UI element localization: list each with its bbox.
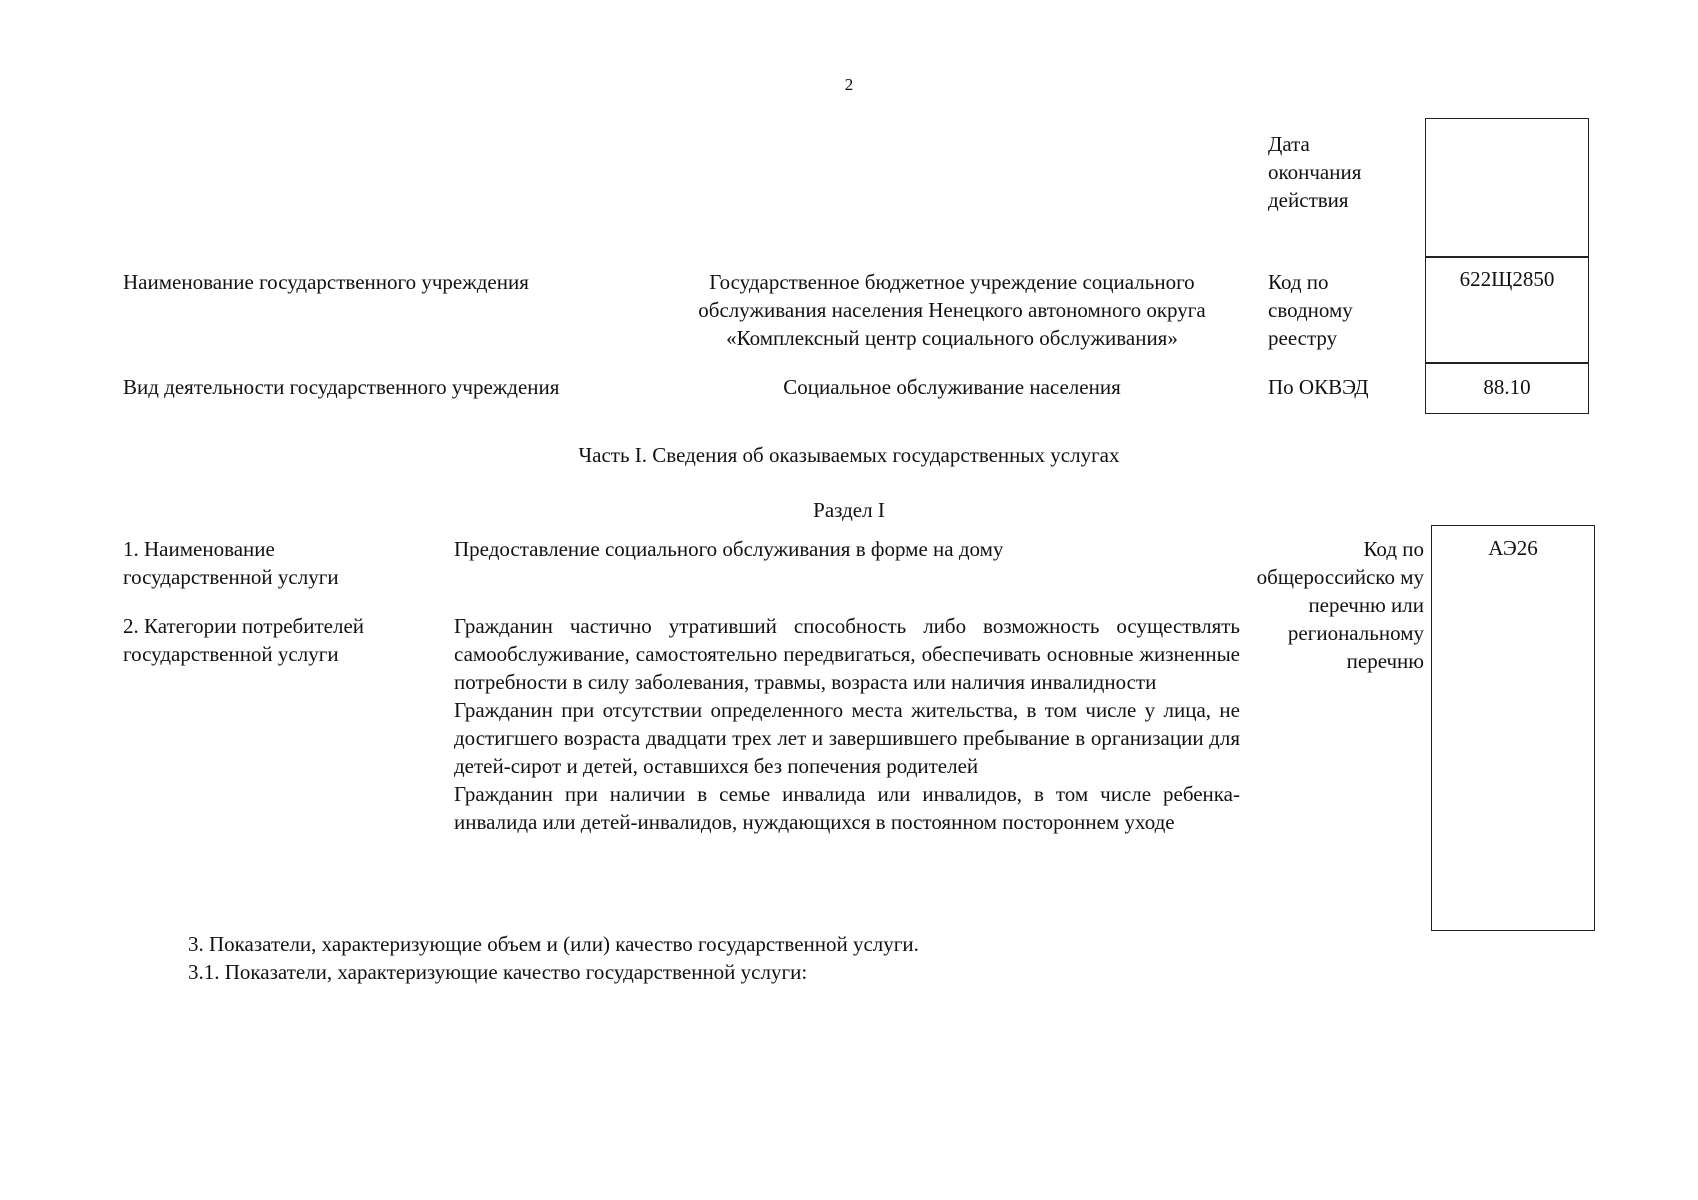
activity-label: Вид деятельности государственного учреждения [123,375,560,399]
category-item: Гражданин частично утративший способность либо возможность осуществлять самообслуживание, самостоятельно передвигаться, обеспечивать основные жизненные потребности в силу заболевания, травмы, возраста или наличия инвалидности [454,614,1240,694]
registry-code-box [1425,256,1589,364]
part-title: Часть I. Сведения об оказываемых государственных услугах [578,443,1120,467]
service-name-label: 1. Наименование государственной услуги [123,537,339,589]
end-date-label: Дата окончания действия [1268,132,1362,212]
list-code-box [1431,525,1595,931]
page-number: 2 [844,75,854,94]
service-name-value: Предоставление социального обслуживания в форме на дому [454,537,1004,561]
institution-label: Наименование государственного учреждения [123,270,529,294]
list-code-label: Код по общероссийско му перечню или региональному перечню [1256,537,1424,673]
end-date-box [1425,118,1589,258]
registry-code-value: 622Щ2850 [1459,267,1555,291]
category-item: Гражданин при отсутствии определенного места жительства, в том числе у лица, не достигшего возраста двадцати трех лет и завершившего пребывание в организации для детей-сирот и детей, оставшихся без попечения родителей [454,698,1240,778]
okved-code-value: 88.10 [1483,375,1531,399]
registry-code-label: Код по сводному реестру [1268,270,1353,350]
list-code-value: АЭ26 [1488,536,1538,560]
okved-code-box [1425,362,1589,414]
okved-label: По ОКВЭД [1268,375,1369,399]
activity-value: Социальное обслуживание населения [783,375,1121,399]
quality-indicators-heading: 3.1. Показатели, характеризующие качество государственной услуги: [188,960,808,984]
indicators-heading: 3. Показатели, характеризующие объем и (или) качество государственной услуги. [188,932,919,956]
category-item: Гражданин при наличии в семье инвалида или инвалидов, в том числе ребенка-инвалида или детей-инвалидов, нуждающихся в постоянном постороннем уходе [454,782,1240,834]
institution-name: Государственное бюджетное учреждение социального обслуживания населения Ненецкого автономного округа «Комплексный центр социального обслуживания» [698,270,1206,350]
categories-label: 2. Категории потребителей государственной услуги [123,614,364,666]
categories-list [454,612,1240,836]
section-title: Раздел I [813,498,885,522]
